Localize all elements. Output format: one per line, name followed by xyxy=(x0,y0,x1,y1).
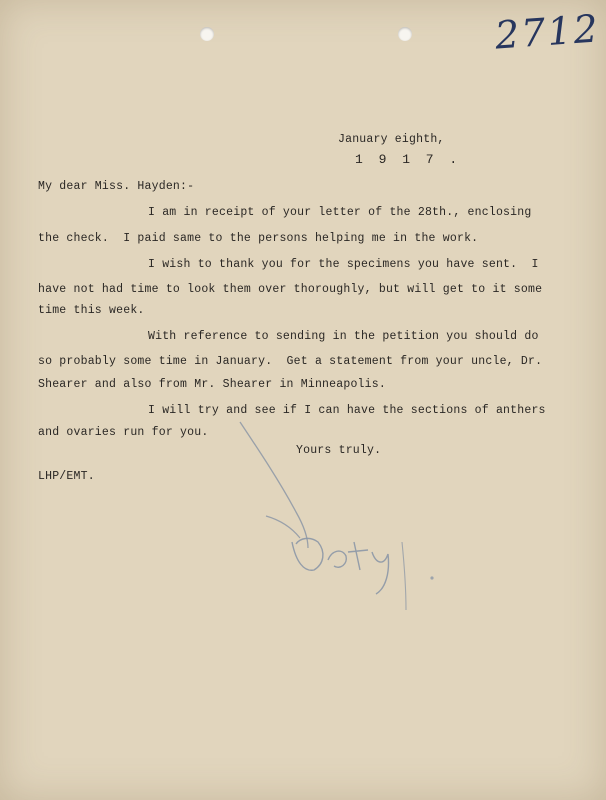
body-line: have not had time to look them over thoroughly, but will get to it some xyxy=(38,283,543,296)
letter-date: January eighth, xyxy=(338,133,445,146)
letter-year: 1 9 1 7 . xyxy=(355,152,462,167)
closing: Yours truly. xyxy=(296,444,382,457)
body-line: Shearer and also from Mr. Shearer in Minneapolis. xyxy=(38,378,386,391)
document-number: 2712 xyxy=(493,6,602,58)
body-line: and ovaries run for you. xyxy=(38,426,209,439)
body-line: I am in receipt of your letter of the 28th., enclosing xyxy=(148,206,532,219)
body-line: the check. I paid same to the persons helping me in the work. xyxy=(38,232,479,245)
pencil-signature xyxy=(200,392,460,622)
body-line: I will try and see if I can have the sections of anthers xyxy=(148,404,546,417)
body-line: time this week. xyxy=(38,304,145,317)
body-line: I wish to thank you for the specimens you have sent. I xyxy=(148,258,539,271)
punch-hole-left xyxy=(200,27,214,41)
punch-hole-right xyxy=(398,27,412,41)
typist-initials: LHP/EMT. xyxy=(38,470,95,483)
body-line: With reference to sending in the petition you should do xyxy=(148,330,539,343)
salutation: My dear Miss. Hayden:- xyxy=(38,180,195,193)
body-line: so probably some time in January. Get a statement from your uncle, Dr. xyxy=(38,355,543,368)
